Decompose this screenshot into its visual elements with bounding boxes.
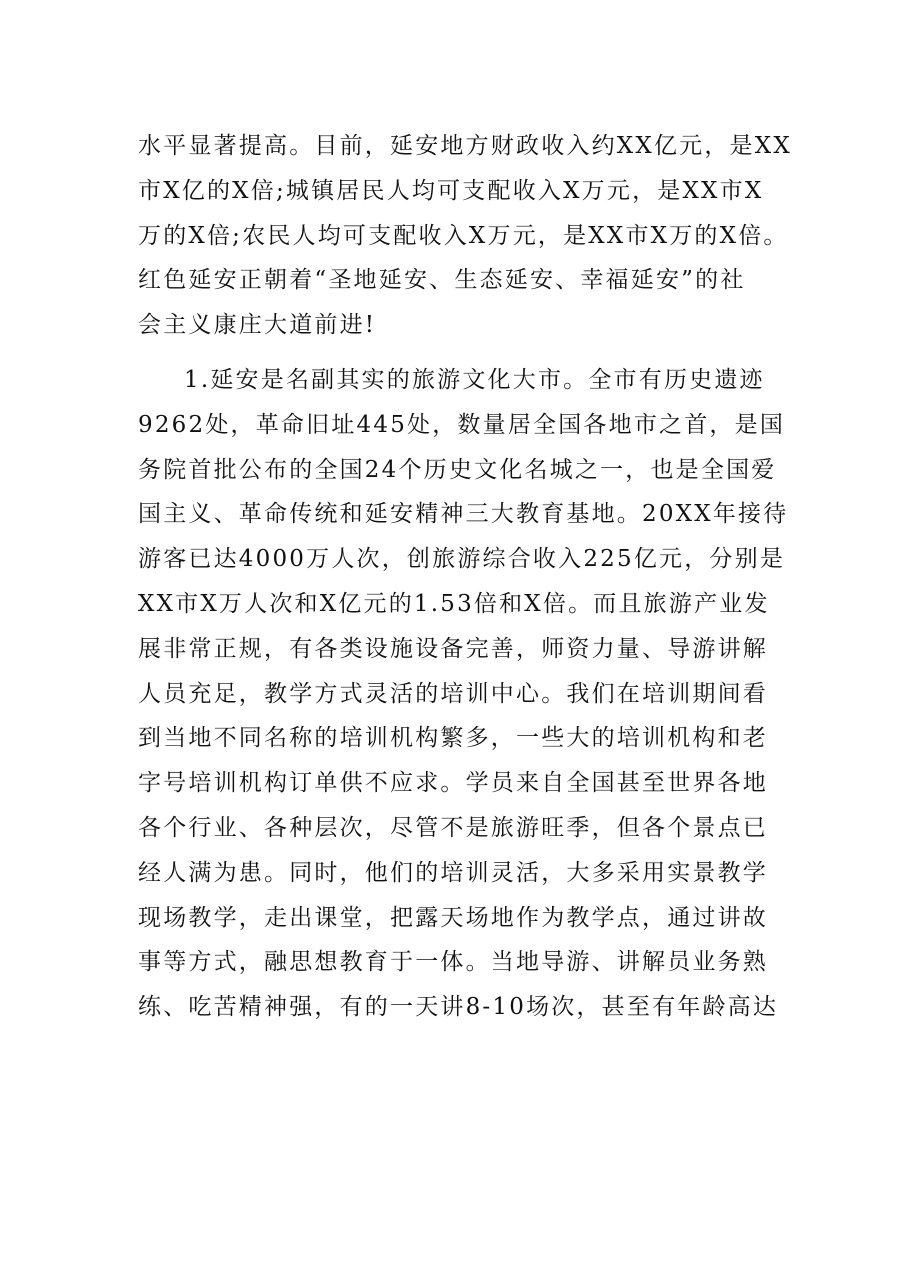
paragraph-2-line: 经人满为患。同时，他们的培训灵活，大多采用实景教学 bbox=[138, 859, 768, 886]
paragraph-spacer bbox=[138, 348, 778, 358]
paragraph-2-line: 到当地不同名称的培训机构繁多，一些大的培训机构和老 bbox=[138, 725, 768, 752]
paragraph-1-line: 红色延安正朝着“圣地延安、生态延安、幸福延安”的社 bbox=[138, 267, 746, 294]
paragraph-2-line: 事等方式，融思想教育于一体。当地导游、讲解员业务熟 bbox=[138, 949, 768, 976]
paragraph-2-line: 9262处，革命旧址445处，数量居全国各地市之首，是国 bbox=[138, 411, 786, 438]
paragraph-2-line: 现场教学，走出课堂，把露天场地作为教学点，通过讲故 bbox=[138, 904, 768, 931]
paragraph-1-line: 水平显著提高。目前，延安地方财政收入约XX亿元，是XX bbox=[138, 133, 792, 159]
paragraph-2-line: 1.延安是名副其实的旅游文化大市。全市有历史遗迹 bbox=[184, 366, 765, 393]
paragraph-2-line: 国主义、革命传统和延安精神三大教育基地。20XX年接待 bbox=[138, 501, 789, 528]
paragraph-1 bbox=[138, 124, 792, 348]
paragraph-2-line: 字号培训机构订单供不应求。学员来自全国甚至世界各地 bbox=[138, 770, 768, 797]
paragraph-1-line: 万的X倍;农民人均可支配收入X万元，是XX市X万的X倍。 bbox=[138, 222, 789, 249]
paragraph-2-line: 人员充足，教学方式灵活的培训中心。我们在培训期间看 bbox=[138, 680, 768, 707]
paragraph-1-line: 市X亿的X倍;城镇居民人均可支配收入X万元，是XX市X bbox=[138, 177, 764, 204]
paragraph-2-line: XX市X万人次和X亿元的1.53倍和X倍。而且旅游产业发 bbox=[138, 590, 770, 617]
paragraph-2-line: 展非常正规，有各类设施设备完善，师资力量、导游讲解 bbox=[138, 635, 768, 662]
paragraph-2-line: 各个行业、各种层次，尽管不是旅游旺季，但各个景点已 bbox=[138, 814, 768, 841]
paragraph-2 bbox=[138, 358, 789, 1030]
paragraph-2-line: 游客已达4000万人次，创旅游综合收入225亿元，分别是 bbox=[138, 546, 786, 573]
document-body bbox=[138, 124, 792, 1030]
paragraph-1-line: 会主义康庄大道前进! bbox=[138, 312, 377, 339]
paragraph-2-line: 练、吃苦精神强，有的一天讲8-10场次，甚至有年龄高达 bbox=[138, 994, 779, 1021]
paragraph-2-line: 务院首批公布的全国24个历史文化名城之一，也是全国爱 bbox=[138, 456, 777, 483]
